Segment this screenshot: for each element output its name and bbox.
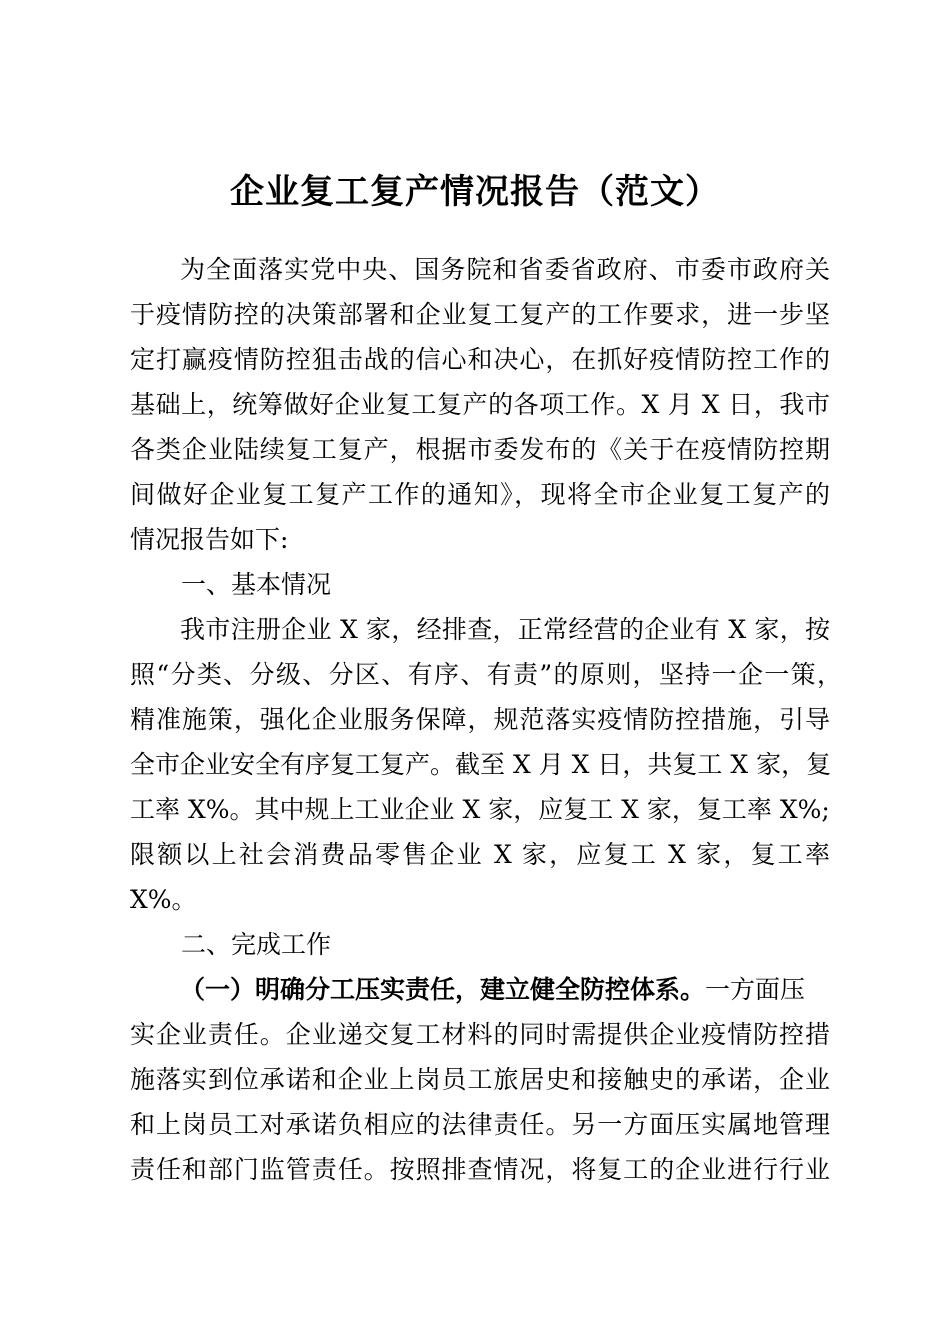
subsection1-lead: 一方面压 [705, 975, 806, 1004]
section1-line-6: 限额以上社会消费品零售企业 X 家，应复工 X 家，复工率 [130, 840, 830, 869]
intro-line-2: 于疫情防控的决策部署和企业复工复产的工作要求，进一步坚 [130, 300, 830, 329]
subsection1-line-5: 责任和部门监管责任。按照排查情况，将复工的企业进行行业 [130, 1155, 830, 1184]
section1-line-1: 我市注册企业 X 家，经排查，正常经营的企业有 X 家，按 [180, 615, 830, 644]
intro-line-4: 基础上，统筹做好企业复工复产的各项工作。X 月 X 日，我市 [130, 390, 830, 419]
intro-line-5: 各类企业陆续复工复产，根据市委发布的《关于在疫情防控期 [130, 435, 830, 464]
section1-line-7: X%。 [130, 885, 197, 914]
subsection1-first-line [180, 972, 830, 1008]
subsection1-line-4: 和上岗员工对承诺负相应的法律责任。另一方面压实属地管理 [130, 1110, 830, 1139]
intro-line-7: 情况报告如下: [130, 525, 289, 554]
subsection1-line-3: 施落实到位承诺和企业上岗员工旅居史和接触史的承诺，企业 [130, 1065, 830, 1094]
section1-line-2: 照“分类、分级、分区、有序、有责”的原则，坚持一企一策， [130, 660, 842, 689]
intro-line-6: 间做好企业复工复产工作的通知》，现将全市企业复工复产的 [130, 480, 830, 509]
section1-line-3: 精准施策，强化企业服务保障，规范落实疫情防控措施，引导 [130, 705, 830, 734]
intro-line-1: 为全面落实党中央、国务院和省委省政府、市委市政府关 [180, 255, 830, 284]
subsection1-heading: （一）明确分工压实责任，建立健全防控体系。 [180, 975, 706, 1004]
section-heading-work: 二、完成工作 [181, 930, 332, 959]
subsection1-line-2: 实企业责任。企业递交复工材料的同时需提供企业疫情防控措 [130, 1020, 830, 1049]
page-title: 企业复工复产情况报告（范文） [230, 172, 720, 212]
section1-line-5: 工率 X%。其中规上工业企业 X 家，应复工 X 家，复工率 X%; [130, 795, 830, 824]
section1-line-4: 全市企业安全有序复工复产。截至 X 月 X 日，共复工 X 家，复 [130, 750, 832, 779]
section-heading-basic: 一、基本情况 [181, 570, 332, 599]
intro-line-3: 定打赢疫情防控狙击战的信心和决心，在抓好疫情防控工作的 [130, 345, 830, 374]
